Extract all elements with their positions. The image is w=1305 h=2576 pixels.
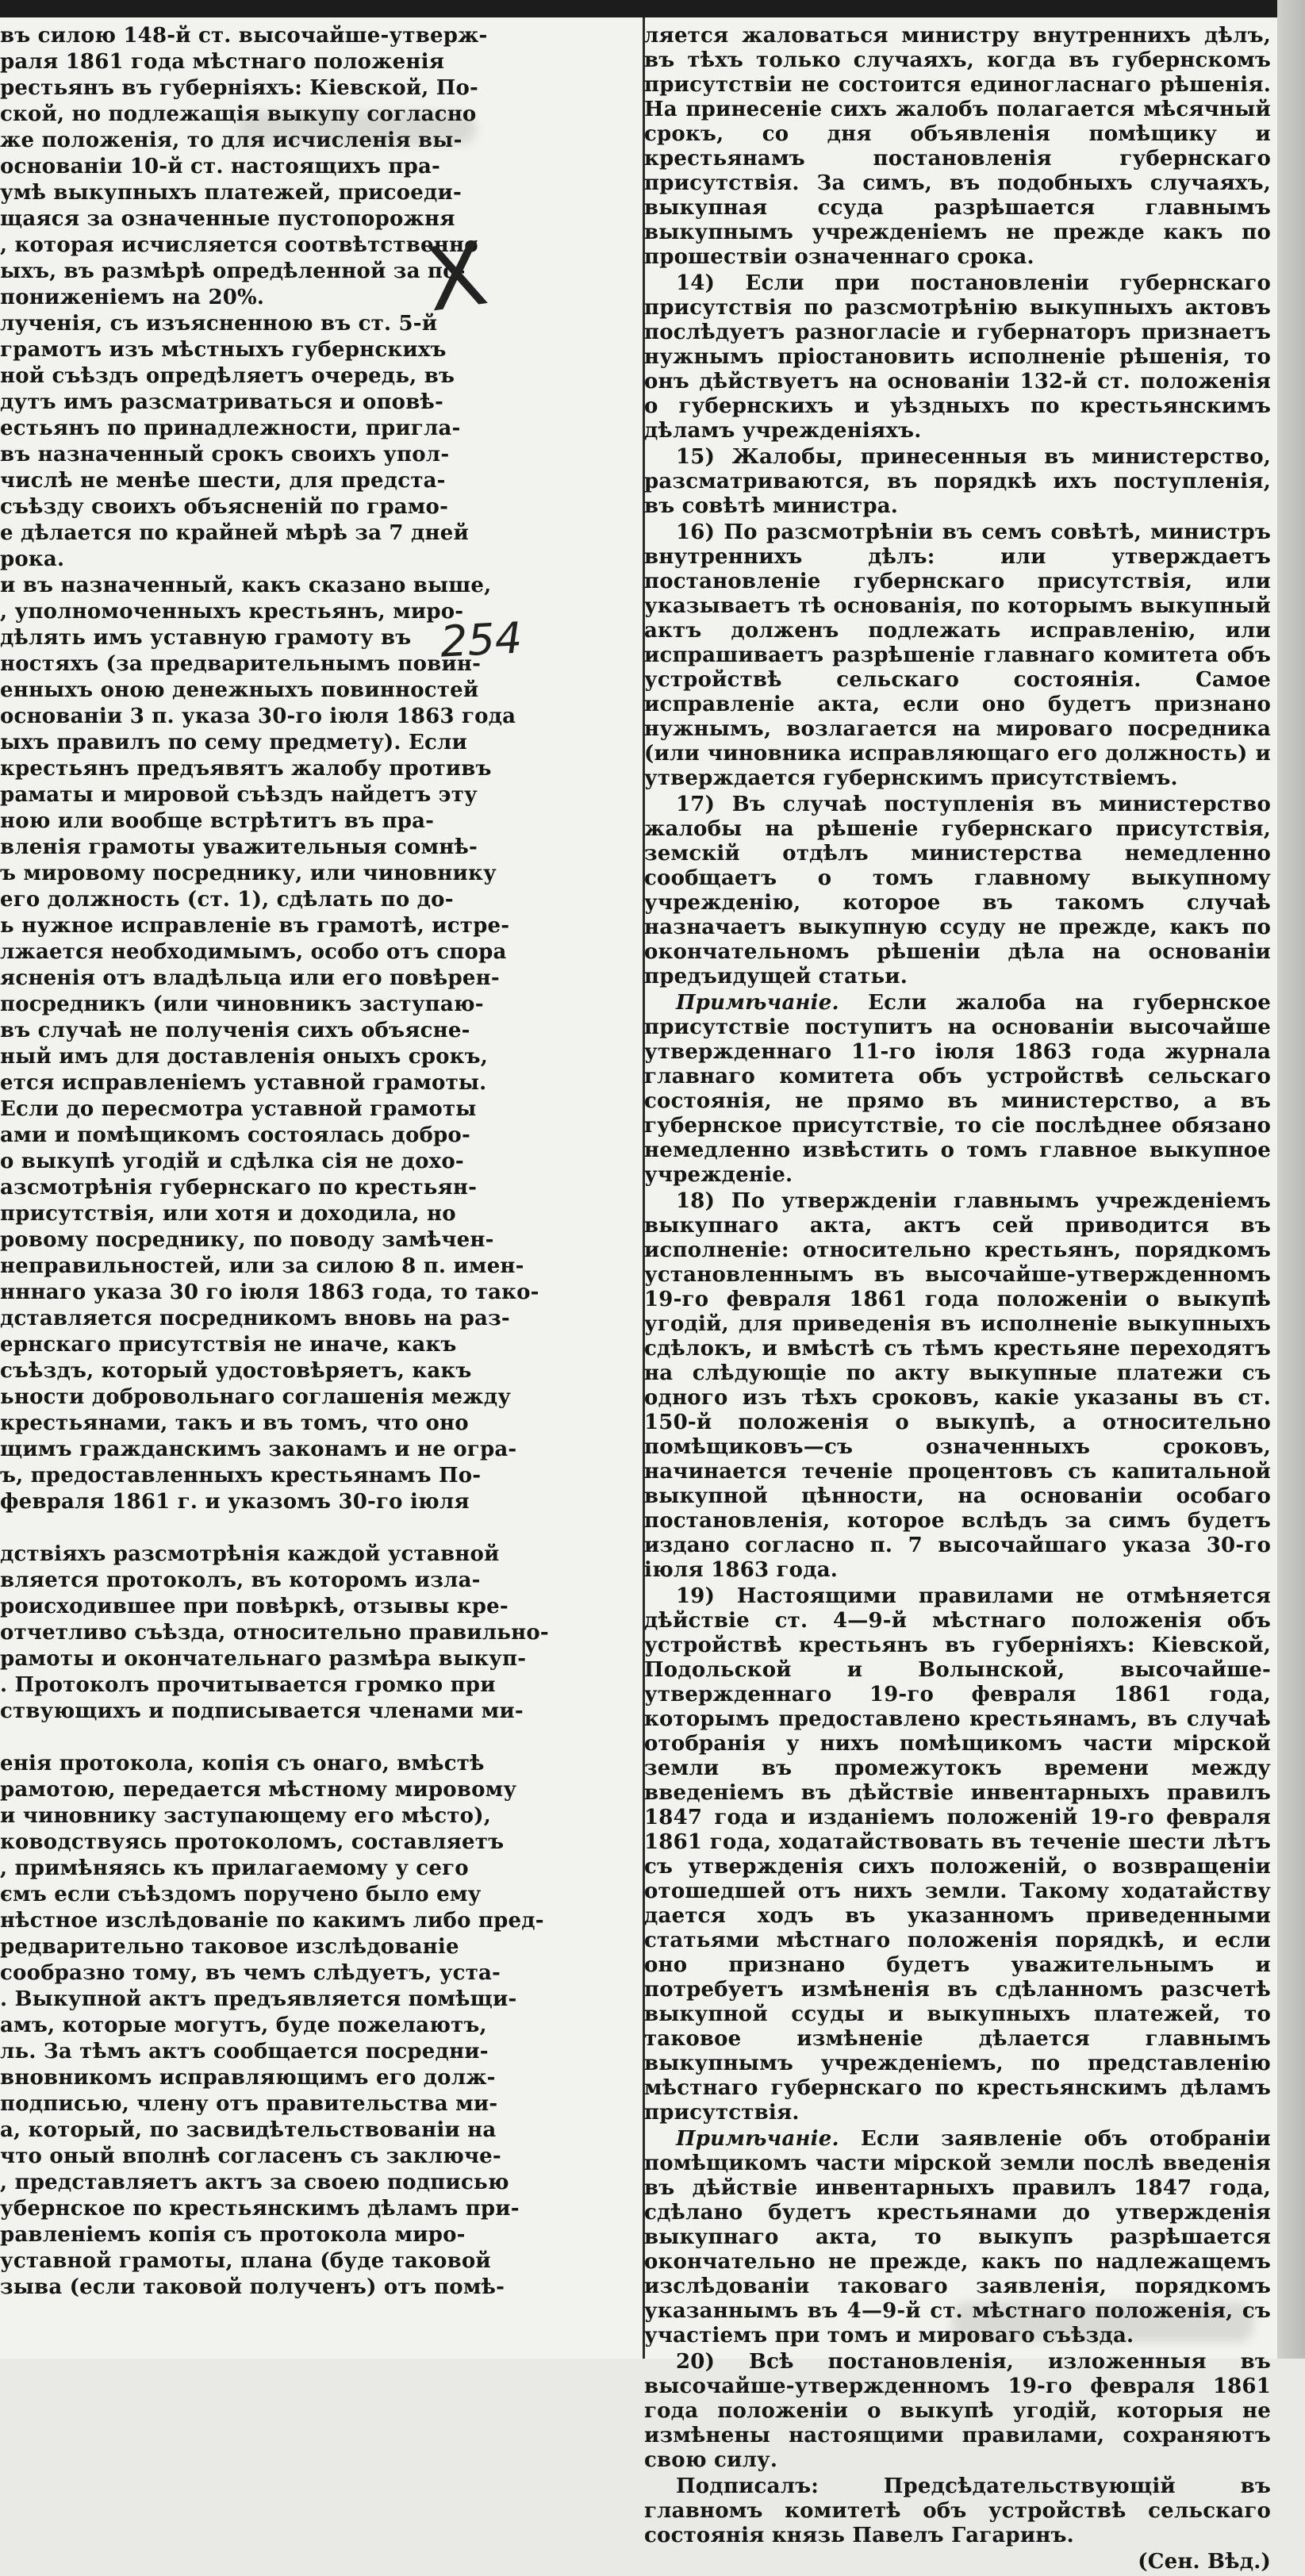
top-border [0, 0, 1305, 17]
left-column-line: вновникомъ исправляющимъ его долж- [0, 2066, 496, 2090]
left-column-line: е дѣлается по крайней мѣрѣ за 7 дней [0, 521, 469, 545]
paragraph-16: 16) По разсмотрѣніи въ семъ совѣтѣ, министръ внутреннихъ дѣлъ: или утверждаетъ постановленіе губернскаго присутствія, или указываетъ тѣ основанія, по которымъ выкупный актъ долженъ подлежать исправленію, или испрашиваетъ разрѣшеніе главнаго комитета объ устройствѣ сельскаго состоянія. Самое исправленіе акта, если оно будетъ признано нужнымъ, возлагается на мироваго посредника (или чиновника исправляющаго его должность) и утверждается губернскимъ присутствіемъ. [644, 520, 1271, 790]
left-column-line: въ назначенный срокъ своихъ упол- [0, 443, 450, 466]
left-column-line: азсмотрѣнія губернскаго по крестьян- [0, 1176, 478, 1200]
left-column-line: ыхъ, въ размѣрѣ опредѣленной за по- [0, 259, 466, 283]
note-1 [644, 991, 1271, 1188]
left-column-line: его должность (ст. 1), сдѣлать по до- [0, 888, 454, 912]
left-column-line: дѣлять имъ уставную грамоту въ [0, 626, 412, 650]
left-column-line: лжается необходимымъ, особо отъ спора [0, 940, 507, 964]
left-column-line: ъ, предоставленныхъ крестьянамъ По- [0, 1464, 482, 1488]
left-column-line: вленія грамоты уважительныя сомнѣ- [0, 835, 478, 859]
left-column-line: Если до пересмотра уставной грамоты [0, 1097, 477, 1121]
left-column-line: подписью, члену отъ правительства ми- [0, 2092, 498, 2116]
left-column-line: рока. [0, 547, 65, 571]
left-column-line: ется исправленіемъ уставной грамоты. [0, 1071, 487, 1095]
left-column-line: сообразно тому, въ чемъ слѣдуетъ, уста- [0, 1961, 501, 1985]
left-column-line: что оный вполнѣ согласенъ съ заключе- [0, 2144, 501, 2168]
left-column-line: ной съѣздъ опредѣляетъ очередь, въ [0, 364, 455, 388]
left-column-line: же положенія, то для исчисленія вы- [0, 129, 463, 152]
left-column-line [0, 1726, 432, 1750]
left-column-line: ьности добровольнаго соглашенія между [0, 1385, 512, 1409]
left-column-line: раля 1861 года мѣстнаго положенія [0, 50, 445, 74]
left-column-line: и въ назначенный, какъ сказано выше, [0, 574, 492, 597]
left-column-line: ыхъ правилъ по сему предмету). Если [0, 731, 468, 754]
left-column-line: пониженіемъ на 20%. [0, 286, 265, 309]
paragraph-20: 20) Всѣ постановленія, изложенныя въ высочайше-утвержденномъ 19-го февраля 1861 года положеніи о выкупѣ угодій, которыя не измѣнены настоящими правилами, сохраняютъ свою силу. [644, 2350, 1271, 2472]
left-column-line: съѣзду своихъ объясненій по грамо- [0, 495, 449, 519]
left-column-line: щимъ гражданскимъ законамъ и не огра- [0, 1438, 517, 1461]
paragraph-intro: ляется жаловаться министру внутреннихъ дѣлъ, въ тѣхъ только случаяхъ, когда въ губернскомъ присутствіи не состоится единогласнаго рѣшенія. На принесеніе сихъ жалобъ полагается мѣсячный срокъ, со дня объявленія помѣщику и крестьянамъ постановленія губернскаго присутствія. За симъ, въ подобныхъ случаяхъ, выкупная ссуда разрѣшается главнымъ выкупнымъ учрежденіемъ не прежде какъ по прошествіи означеннаго срока. [644, 24, 1271, 269]
page-edge [1277, 0, 1305, 2359]
left-column-line: ъ мировому посреднику, или чиновнику [0, 862, 497, 885]
left-column-line: роисходившее при повѣркѣ, отзывы кре- [0, 1595, 509, 1618]
note-text: Если жалоба на губернское присутствіе поступитъ на основаніи высочайше утвержденнаго 11-го іюля 1863 года журнала главнаго комитета объ устройствѣ сельскаго состоянія, не прямо въ министерство, а въ губернское присутствіе, то сіе послѣднее обязано немедленно извѣстить о томъ главное выкупное учрежденіе. [644, 991, 1271, 1187]
left-column-line: амъ, которые могутъ, буде пожелаютъ, [0, 2014, 487, 2037]
left-column-line: ководствуясь протоколомъ, составляетъ [0, 1830, 505, 1854]
left-column-line: февраля 1861 г. и указомъ 30-го іюля [0, 1490, 470, 1514]
left-column-line: дутъ имъ разсматриваться и оповѣ- [0, 390, 443, 414]
left-column-line: уставной грамоты, плана (буде таковой [0, 2249, 491, 2273]
note-label: Примѣчаніе. [676, 991, 839, 1015]
left-column-line: крестьянами, такъ и въ томъ, что оно [0, 1411, 469, 1435]
note-2 [644, 2127, 1271, 2348]
left-column-line: ясненія отъ владѣльца или его повѣрен- [0, 966, 500, 990]
note-label: Примѣчаніе. [676, 2127, 839, 2151]
handwritten-page-number: 254 [439, 612, 524, 667]
left-column-line: ернскаго присутствія не иначе, какъ [0, 1333, 457, 1357]
left-column-line: отчетливо съѣзда, относительно правильно- [0, 1621, 549, 1645]
left-column-line: присутствія, или хотя и доходила, но [0, 1202, 456, 1226]
left-column-line: ємъ если съѣздомъ поручено было ему [0, 1883, 482, 1906]
left-column-line: , которая исчисляется соотвѣтственно [0, 233, 478, 257]
left-column-line: грамотъ изъ мѣстныхъ губернскихъ [0, 338, 447, 362]
left-column-line: ами и помѣщикомъ состоялась добро- [0, 1123, 470, 1147]
handwritten-x-mark: X [420, 222, 493, 332]
left-column-line: о выкупѣ угодій и сдѣлка сія не дохо- [0, 1150, 464, 1173]
left-column-line: раматы и мировой съѣздъ найдетъ эту [0, 783, 478, 807]
left-column-line: ный имъ для доставленія оныхъ срокъ, [0, 1045, 489, 1069]
left-column-line: дставляется посредникомъ вновь на раз- [0, 1307, 510, 1330]
paragraph-19: 19) Настоящими правилами не отмѣняется дѣйствіе ст. 4—9-й мѣстнаго положенія объ устройствѣ крестьянъ въ губерніяхъ: Кіевской, Подольской и Волынской, высочайше-утвержденнаго 19-го февраля 1861 года, которымъ предоставлено крестьянамъ, въ случаѣ отобранія у нихъ помѣщикомъ части мірской земли въ промежутокъ времени между введеніемъ въ дѣйствіе инвентарныхъ правилъ 1847 года и изданіемъ положеній 19-го февраля 1861 года, ходатайствовать въ теченіе шести лѣтъ съ утвержденія сихъ положеній, о возвращеніи отошедшей отъ нихъ земли. Такому ходатайству дается ходъ въ указанномъ приведенными статьями мѣстнаго положенія порядкѣ, и если оно признано будетъ уважительнымъ и потребуетъ измѣненія въ сдѣланномъ разсчетѣ выкупной ссуды и выкупныхъ платежей, то таковое измѣненіе дѣлается главнымъ выкупнымъ учрежденіемъ, по представленію мѣстнаго губернскаго по крестьянскимъ дѣламъ присутствія. [644, 1584, 1271, 2125]
left-column-line: ностяхъ (за предварительнымъ повин- [0, 652, 482, 676]
right-column [644, 24, 1271, 2576]
left-column-line: съѣздъ, который удостовѣряетъ, какъ [0, 1359, 472, 1383]
left-column-line: рестьянъ въ губерніяхъ: Кіевской, По- [0, 76, 479, 100]
paragraph-15: 15) Жалобы, принесенныя въ министерство, разсматриваются, въ порядкѣ ихъ поступленія, въ совѣтѣ министра. [644, 445, 1271, 518]
left-column-line: ствующихъ и подписывается членами ми- [0, 1699, 524, 1723]
left-column-line: рамотою, передается мѣстному мировому [0, 1778, 517, 1802]
left-column-line: числѣ не менѣе шести, для предста- [0, 469, 446, 493]
left-column-line: а, который, по засвидѣтельствованіи на [0, 2118, 497, 2142]
left-column-line: нннаго указа 30 го іюля 1863 года, то тако- [0, 1280, 539, 1304]
note-text: Если заявленіе объ отобраніи помѣщикомъ части мірской земли послѣ введенія въ дѣйствіе инвентарныхъ правилъ 1847 года, сдѣлано будетъ крестьянами до утвержденія выкупнаго акта, то выкупъ разрѣшается окончательно не прежде, какъ по надлежащемъ изслѣдованіи таковаго заявленія, порядкомъ указаннымъ въ 4—9-й ст. мѣстнаго положенія, съ участіемъ при томъ и мироваго съѣзда. [644, 2127, 1271, 2348]
signature: Подписалъ: Предсѣдательствующій въ главномъ комитетѣ объ устройствѣ сельскаго состоянія князь Павелъ Гагаринъ. [644, 2474, 1271, 2547]
left-column-line: , уполномоченныхъ крестьянъ, миро- [0, 600, 464, 624]
left-column-line: щаяся за означенные пустопорожня [0, 207, 455, 231]
left-column-line: неправильностей, или за силою 8 п. имен- [0, 1254, 524, 1278]
left-column-line: ною или вообще встрѣтитъ въ пра- [0, 809, 435, 833]
left-column-line: рамоты и окончательнаго размѣра выкуп- [0, 1647, 527, 1671]
left-column-line: , примѣняясь къ прилагаемому у сего [0, 1856, 469, 1880]
left-column-line: основаніи 3 п. указа 30-го іюля 1863 года [0, 704, 516, 728]
left-column-line: дствіяхъ разсмотрѣнія каждой уставной [0, 1542, 500, 1566]
left-column-line: въ силою 148-й ст. высочайше-утверж- [0, 24, 488, 48]
left-column-line: . Протоколъ прочитывается громко при [0, 1673, 496, 1697]
left-column-line: и чиновнику заступающему его мѣсто), [0, 1804, 491, 1828]
left-column-line: . Выкупной актъ предъявляется помѣщи- [0, 1987, 517, 2011]
left-column-line: вляется протоколъ, въ которомъ изла- [0, 1568, 481, 1592]
left-column-line: , представляетъ актъ за своею подписью [0, 2171, 509, 2194]
left-column-line: зыва (если таковой полученъ) отъ помѣ- [0, 2275, 505, 2299]
left-column-line: ровому посреднику, по поводу замѣчен- [0, 1228, 494, 1252]
left-column-line: умѣ выкупныхъ платежей, присоеди- [0, 181, 462, 205]
left-column-line: ской, но подлежащія выкупу согласно [0, 102, 477, 126]
paragraph-14: 14) Если при постановленіи губернскаго присутствія по разсмотрѣнію выкупныхъ актовъ послѣдуетъ разногласіе и губернаторъ признаетъ нужнымъ пріостановить исполненіе рѣшенія, то онъ дѣйствуетъ на основаніи 132-й ст. положенія о губернскихъ и уѣздныхъ по крестьянскимъ дѣламъ учрежденіяхъ. [644, 271, 1271, 443]
paragraph-18: 18) По утвержденіи главнымъ учрежденіемъ выкупнаго акта, актъ сей приводится въ исполненіе: относительно крестьянъ, порядкомъ установленнымъ въ высочайше-утвержденномъ 19-го февраля 1861 года положеніи о выкупѣ угодій, для приведенія въ исполненіе выкупныхъ сдѣлокъ, и вмѣстѣ съ тѣмъ крестьяне переходятъ на слѣдующіе по акту выкупные платежи съ одного изъ тѣхъ сроковъ, какіе указаны въ ст. 150-й положенія о выкупѣ, а относительно помѣщиковъ—съ означенныхъ сроковъ, начинается теченіе процентовъ съ капитальной выкупной цѣнности, на основаніи особаго постановленія, которое вслѣдъ за симъ будетъ издано согласно п. 7 высочайшаго указа 30-го іюля 1863 года. [644, 1189, 1271, 1582]
left-column-line: редварительно таковое изслѣдованіе [0, 1935, 459, 1959]
left-column-line: енныхъ оною денежныхъ повинностей [0, 678, 479, 702]
left-column-line: въ случаѣ не полученія сихъ объясне- [0, 1019, 470, 1042]
left-column-line: естьянъ по принадлежности, пригла- [0, 417, 461, 440]
left-column-line: убернское по крестьянскимъ дѣламъ при- [0, 2197, 520, 2221]
left-column-line: лученія, съ изъясненною въ ст. 5-й [0, 312, 438, 336]
left-column-line: ь нужное исправленіе въ грамотѣ, истре- [0, 914, 510, 938]
left-column-line: равленіемъ копія съ протокола миро- [0, 2223, 466, 2247]
left-column-line: крестьянъ предъявятъ жалобу противъ [0, 757, 492, 781]
left-column-line: посредникъ (или чиновникъ заступаю- [0, 992, 484, 1016]
paragraph-17: 17) Въ случаѣ поступленія въ министерство жалобы на рѣшеніе губернскаго присутствія, земскій отдѣлъ министерства немедленно сообщаетъ о томъ главному выкупному учрежденію, которое въ такомъ случаѣ назначаетъ выкупную ссуду не прежде, какъ по окончательномъ рѣшеніи дѣла на основаніи предъидущей статьи. [644, 793, 1271, 989]
left-column-line: основаніи 10-й ст. настоящихъ пра- [0, 155, 440, 179]
left-column-line: енія протокола, копія съ онаго, вмѣстѣ [0, 1752, 485, 1776]
source-citation: (Сен. Вѣд.) [1138, 2550, 1271, 2574]
left-column-line [0, 1516, 432, 1541]
left-column-line: ль. За тѣмъ актъ сообщается посредни- [0, 2040, 489, 2063]
left-column-line: нѣстное изслѣдованіе по какимъ либо пред- [0, 1909, 544, 1933]
